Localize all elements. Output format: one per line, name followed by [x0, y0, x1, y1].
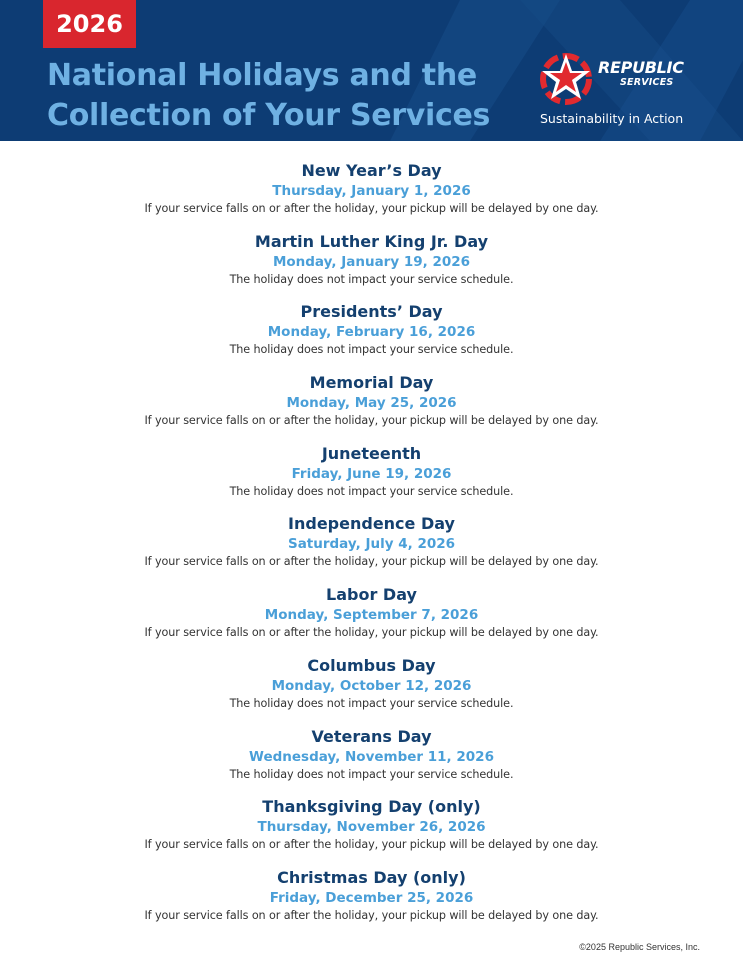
holiday-name: Independence Day [288, 514, 455, 534]
title-line-1: National Holidays and the [47, 58, 477, 93]
holiday-date: Monday, September 7, 2026 [264, 607, 479, 624]
holiday-date: Monday, February 16, 2026 [267, 324, 476, 341]
holiday-item [0, 584, 743, 655]
holiday-date: Thursday, January 1, 2026 [272, 183, 471, 199]
holiday-note: If your service falls on or after the holiday, your pickup will be delayed by one day. [144, 626, 599, 640]
copyright-notice: ©2025 Republic Services, Inc. [579, 942, 700, 952]
holiday-name: Labor Day [326, 585, 417, 605]
holiday-name: Thanksgiving Day (only) [262, 797, 481, 817]
holiday-note: The holiday does not impact your service schedule. [229, 767, 514, 781]
holiday-item [0, 372, 743, 443]
holiday-name: Martin Luther King Jr. Day [254, 231, 489, 251]
holiday-item [0, 301, 743, 372]
holiday-note: The holiday does not impact your service schedule. [229, 484, 514, 498]
holiday-name: Presidents’ Day [300, 302, 443, 322]
holiday-date: Saturday, July 4, 2026 [287, 536, 456, 553]
page-title [47, 56, 490, 136]
holiday-name: Juneteenth [321, 443, 422, 463]
holiday-date: Thursday, November 26, 2026 [257, 819, 486, 836]
holiday-date: Monday, January 19, 2026 [272, 253, 471, 270]
holiday-item [0, 796, 743, 867]
holiday-note: The holiday does not impact your service schedule. [229, 343, 514, 357]
republic-services-logo [538, 48, 708, 108]
holiday-date: Friday, June 19, 2026 [291, 465, 452, 482]
holiday-name: New Year’s Day [301, 161, 442, 180]
holiday-date: Wednesday, November 11, 2026 [249, 748, 494, 765]
holiday-list [0, 160, 743, 938]
holiday-item [0, 867, 743, 938]
holiday-item [0, 655, 743, 726]
header-banner [0, 0, 743, 141]
holiday-note: The holiday does not impact your service schedule. [229, 696, 514, 710]
holiday-item [0, 726, 743, 797]
holiday-date: Friday, December 25, 2026 [269, 889, 474, 906]
holiday-date: Monday, May 25, 2026 [286, 395, 457, 412]
holiday-name: Veterans Day [311, 726, 432, 746]
holiday-name: Memorial Day [309, 373, 434, 393]
star-icon [538, 48, 598, 108]
holiday-date: Monday, October 12, 2026 [271, 677, 472, 694]
holiday-item [0, 160, 743, 231]
holiday-note: If your service falls on or after the holiday, your pickup will be delayed by one day. [144, 202, 599, 215]
year-badge: 2026 [43, 0, 136, 48]
holiday-note: The holiday does not impact your service schedule. [229, 272, 514, 286]
holiday-note: If your service falls on or after the holiday, your pickup will be delayed by one day. [144, 838, 599, 852]
title-line-2: Collection of Your Services [47, 98, 491, 133]
tagline: Sustainability in Action [540, 111, 684, 126]
logo-wordmark: REPUBLIC [598, 58, 684, 77]
holiday-note: If your service falls on or after the holiday, your pickup will be delayed by one day. [144, 555, 599, 569]
holiday-item [0, 513, 743, 584]
holiday-item [0, 231, 743, 302]
logo-subword: SERVICES [620, 77, 674, 88]
holiday-note: If your service falls on or after the holiday, your pickup will be delayed by one day. [144, 908, 599, 922]
holiday-name: Christmas Day (only) [277, 867, 466, 887]
holiday-note: If your service falls on or after the holiday, your pickup will be delayed by one day. [144, 414, 599, 428]
holiday-item [0, 443, 743, 514]
holiday-name: Columbus Day [307, 655, 436, 675]
